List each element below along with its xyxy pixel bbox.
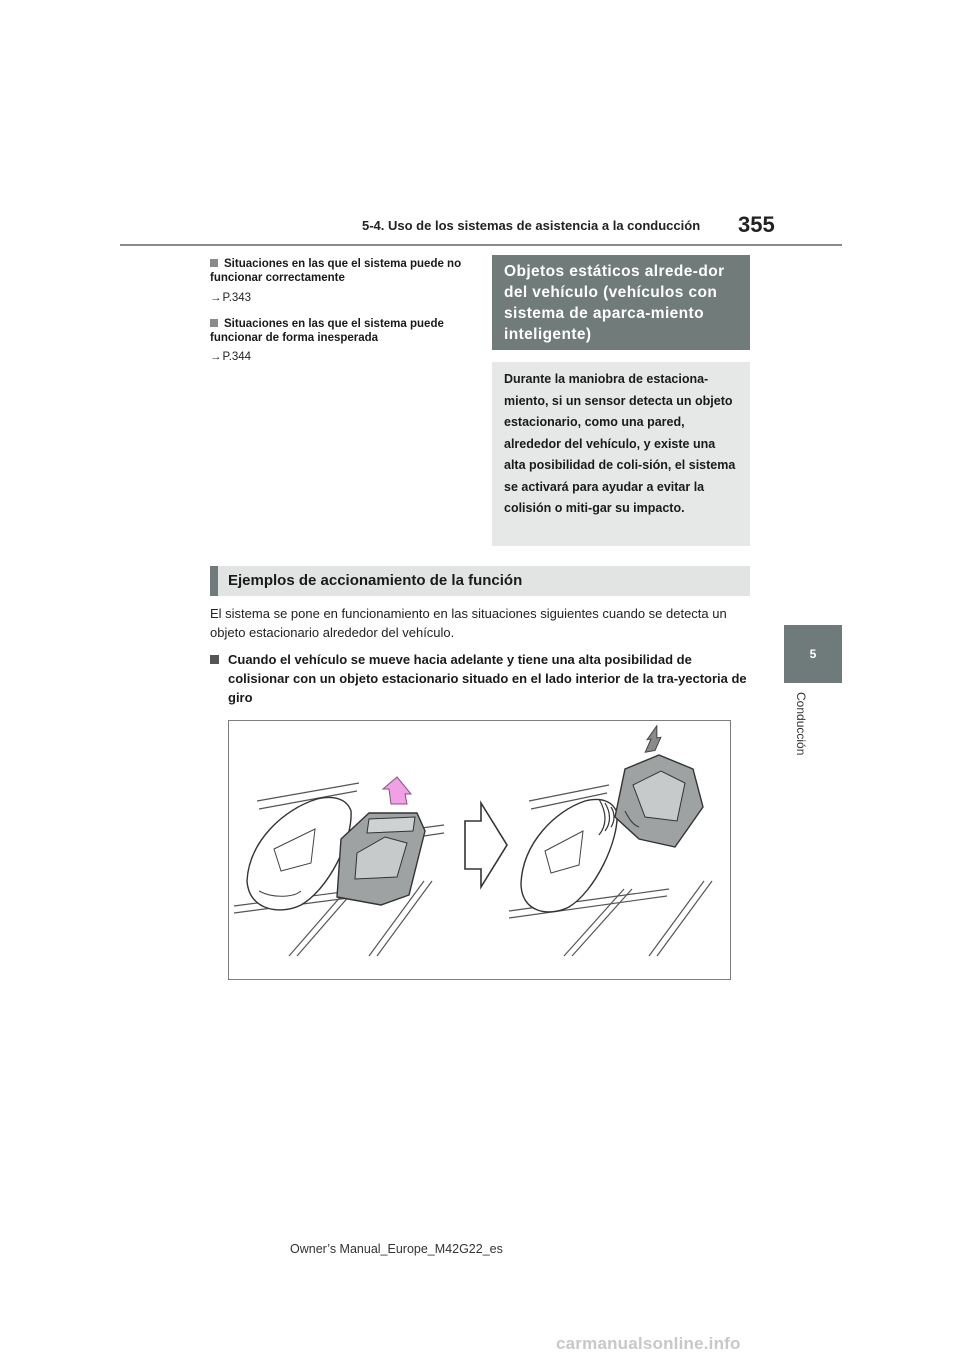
intro-paragraph: El sistema se pone en funcionamiento en las situaciones siguientes cuando se detecta un objeto estacionario alrededor del vehículo. <box>210 606 727 640</box>
chapter-label <box>792 692 812 772</box>
chapter-tab[interactable] <box>784 625 842 683</box>
header-divider <box>120 244 842 246</box>
parking-illustration-svg <box>229 721 730 979</box>
section-heading <box>210 566 750 596</box>
footer-manual-id: Owner’s Manual_Europe_M42G22_es <box>290 1242 503 1256</box>
forward-arrow-icon <box>383 777 411 804</box>
watermark: carmanualsonline.info <box>556 1334 741 1353</box>
square-bullet-icon <box>210 655 219 664</box>
sidebar-body-box <box>492 362 750 546</box>
section-title: 5-4. Uso de los sistemas de asistencia a la conducción <box>362 218 701 233</box>
sidebar-title-box <box>492 255 750 350</box>
up-arrow-icon <box>641 725 663 752</box>
list-item <box>210 317 480 345</box>
page-number: 355 <box>738 212 775 237</box>
page-reference[interactable] <box>210 351 251 363</box>
list-item-text: Situaciones en las que el sistema puede no funcionar correctamente <box>210 258 462 284</box>
parking-illustration <box>228 720 731 980</box>
sidebar-body-text: Durante la maniobra de estaciona-miento, si un sensor detecta un objeto estacionario, como una pared, alrededor del vehículo, y existe una alta posibilidad de coli-sión, el sistema se activará para ayudar a evitar la colisión o miti-gar su impacto. <box>504 372 736 515</box>
ego-car-after <box>615 755 703 847</box>
square-bullet-icon <box>210 259 218 267</box>
list-item-text: Situaciones en las que el sistema puede funcionar de forma inesperada <box>210 318 444 344</box>
section-heading-text: Ejemplos de accionamiento de la función <box>228 572 523 589</box>
chapter-number: 5 <box>809 647 817 661</box>
case-heading <box>210 650 750 707</box>
list-item <box>210 257 480 285</box>
case-heading-text: Cuando el vehículo se mueve hacia adelante y tiene una alta posibilidad de colisionar con un objeto estacionario situado en el lado interior de la tra-yectoria de giro <box>228 652 747 705</box>
parked-car-right <box>521 800 617 912</box>
arrow-right-icon: → <box>210 351 222 363</box>
chapter-label-text: Conducción <box>794 692 808 756</box>
arrow-right-icon: → <box>210 292 222 304</box>
sequence-arrow-icon <box>465 803 507 887</box>
page-reference[interactable] <box>210 292 251 304</box>
page-reference-text[interactable]: P.344 <box>222 351 252 363</box>
square-bullet-icon <box>210 319 218 327</box>
sidebar-title: Objetos estáticos alrede-dor del vehículo (vehículos con sistema de aparca-miento inteligente) <box>504 263 725 343</box>
page-reference-text[interactable]: P.343 <box>222 292 252 304</box>
